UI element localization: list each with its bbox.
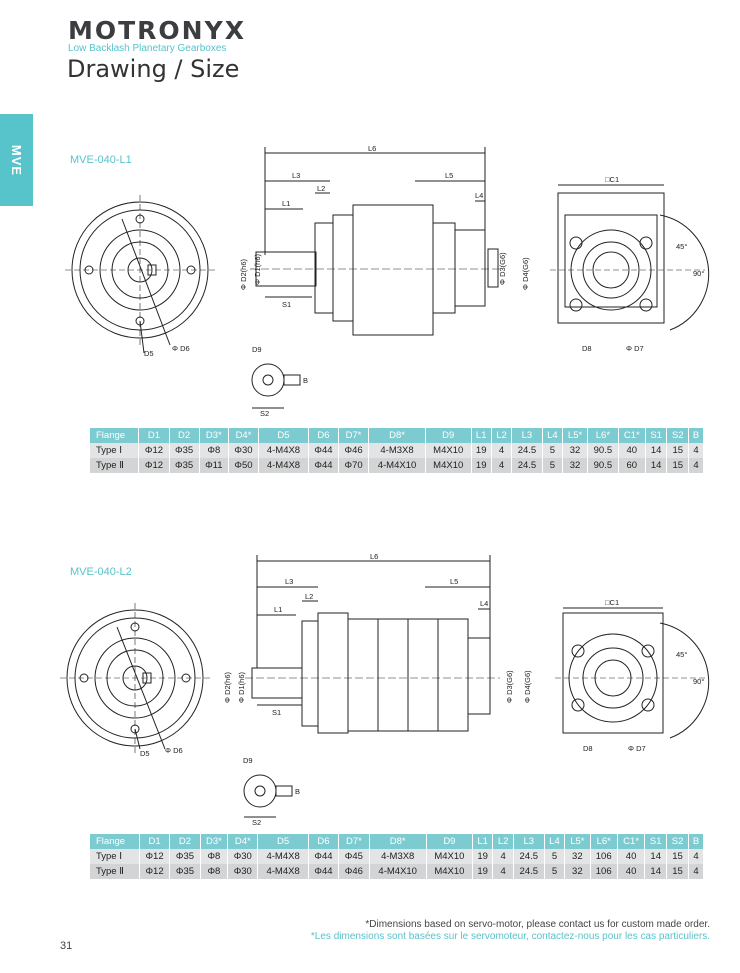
table-cell: 5 (544, 849, 564, 864)
table-cell: Φ12 (139, 458, 169, 473)
table-cell: 15 (667, 443, 689, 458)
col-header: D4* (228, 428, 258, 443)
table-cell: 90.5 (588, 443, 619, 458)
table-cell: 24.5 (513, 849, 544, 864)
table-cell: Φ30 (228, 864, 258, 879)
table-cell: 4 (491, 458, 511, 473)
dim-c1: □C1 (605, 175, 620, 184)
col-header: Flange (90, 834, 139, 849)
technical-drawing-2 (60, 553, 710, 828)
col-header: Flange (90, 428, 139, 443)
dim-d2: Φ D2(h6) (223, 672, 232, 703)
table-cell: 14 (645, 849, 667, 864)
dim-l5: L5 (450, 577, 459, 586)
dim-d3: Φ D3(G6) (505, 670, 514, 703)
table-cell: Φ44 (308, 458, 338, 473)
col-header: D8* (369, 428, 426, 443)
table-cell: 60 (618, 458, 645, 473)
table-row (90, 458, 704, 473)
spec-table-2 (90, 834, 704, 879)
col-header: L3 (512, 428, 543, 443)
angle-90: 90° (693, 269, 705, 278)
dim-d9: D9 (243, 756, 253, 765)
dim-d2: Φ D2(h6) (239, 259, 248, 290)
dim-l4: L4 (475, 191, 484, 200)
table-row (90, 849, 704, 864)
table-cell: 24.5 (513, 864, 544, 879)
col-header: B (689, 428, 704, 443)
dim-l4: L4 (480, 599, 489, 608)
table-cell: Φ44 (308, 864, 338, 879)
dim-s1: S1 (282, 300, 292, 309)
table-cell: Type Ⅱ (90, 864, 139, 879)
table-cell: Type Ⅱ (90, 458, 139, 473)
dim-l2: L2 (305, 592, 314, 601)
table-cell: 24.5 (512, 458, 543, 473)
table-cell: 4-M3X8 (369, 443, 426, 458)
dim-s2: S2 (252, 818, 262, 827)
table-cell: M4X10 (425, 443, 471, 458)
table-cell: 15 (667, 864, 689, 879)
table-cell: 32 (565, 864, 590, 879)
dim-s1: S1 (272, 708, 282, 717)
col-header: L3 (513, 834, 544, 849)
table-cell: 4-M4X8 (258, 849, 308, 864)
angle-90: 90° (693, 677, 705, 686)
col-header: D3* (200, 834, 227, 849)
table-cell: 14 (645, 864, 667, 879)
col-header: S2 (667, 834, 689, 849)
table-cell: 32 (563, 443, 588, 458)
col-header: D1 (139, 428, 169, 443)
table-cell: 4-M3X8 (369, 849, 426, 864)
table-cell: 32 (565, 849, 590, 864)
col-header: L5* (563, 428, 588, 443)
table-cell: Φ8 (200, 864, 227, 879)
table-cell: Φ44 (308, 849, 338, 864)
side-tab (0, 114, 33, 206)
col-header: L1 (471, 428, 491, 443)
col-header: B (688, 834, 703, 849)
col-header: L5* (565, 834, 590, 849)
col-header: S1 (645, 428, 667, 443)
table-cell: 4-M4X8 (258, 864, 308, 879)
col-header: D8* (369, 834, 426, 849)
table-row (90, 864, 704, 879)
dim-d7: Φ D7 (628, 744, 646, 753)
table-cell: 5 (542, 443, 562, 458)
dim-d8: D8 (583, 744, 593, 753)
table-cell: 15 (667, 458, 689, 473)
table-cell: Φ12 (139, 864, 169, 879)
page-title: Drawing / Size (67, 55, 240, 83)
footnote-fr: *Les dimensions sont basées sur le servomoteur, contactez-nous pour les cas particuliers. (310, 931, 710, 942)
dim-d4: Φ D4(G6) (521, 257, 530, 290)
table-cell: 4 (688, 864, 703, 879)
table-cell: Φ46 (339, 443, 369, 458)
dim-l2: L2 (317, 184, 326, 193)
model-label-1: MVE-040-L1 (70, 154, 132, 166)
table-cell: Φ35 (170, 864, 200, 879)
table-cell: 5 (544, 864, 564, 879)
dim-l6: L6 (368, 145, 377, 153)
col-header: S2 (667, 428, 689, 443)
table-cell: 24.5 (512, 443, 543, 458)
footnote-en: *Dimensions based on servo-motor, please contact us for custom made order. (365, 919, 710, 930)
col-header: L1 (472, 834, 492, 849)
table-cell: Φ45 (339, 849, 369, 864)
page-number: 31 (60, 940, 73, 952)
angle-45: 45° (676, 650, 688, 659)
table-cell: Φ46 (339, 864, 369, 879)
dim-d8: D8 (582, 344, 592, 353)
table-cell: 4 (491, 443, 511, 458)
table-header-row (90, 428, 704, 443)
table-cell: 4 (493, 864, 513, 879)
dim-d1: Φ D1(h6) (253, 254, 262, 285)
table-cell: Φ70 (339, 458, 369, 473)
col-header: D6 (308, 834, 338, 849)
dim-d7: Φ D7 (626, 344, 644, 353)
col-header: L2 (491, 428, 511, 443)
table-cell: 19 (472, 849, 492, 864)
table-cell: 19 (471, 458, 491, 473)
spec-table-1 (90, 428, 704, 473)
col-header: L4 (542, 428, 562, 443)
table-cell: 4 (689, 443, 704, 458)
table-cell: 4 (688, 849, 703, 864)
dim-b: B (295, 787, 301, 796)
table-cell: Φ11 (199, 458, 228, 473)
col-header: D6 (308, 428, 338, 443)
model-label-2: MVE-040-L2 (70, 566, 132, 578)
col-header: D9 (425, 428, 471, 443)
table-cell: 106 (590, 849, 617, 864)
col-header: L6* (590, 834, 617, 849)
dim-s2: S2 (260, 409, 270, 418)
table-cell: Φ30 (228, 443, 258, 458)
col-header: L2 (493, 834, 513, 849)
dim-l1: L1 (282, 199, 291, 208)
side-tab-label: MVE (8, 144, 24, 176)
col-header: D5 (259, 428, 309, 443)
table-cell: Φ44 (308, 443, 338, 458)
table-cell: Type Ⅰ (90, 849, 139, 864)
col-header: D1 (139, 834, 169, 849)
col-header: S1 (645, 834, 667, 849)
table-cell: 4-M4X8 (259, 458, 309, 473)
angle-45: 45° (676, 242, 688, 251)
technical-drawing-1 (60, 145, 710, 420)
table-cell: Φ12 (139, 849, 169, 864)
logo-text: MOTRONYX (68, 16, 246, 45)
dim-d9: D9 (252, 345, 262, 354)
col-header: D3* (199, 428, 228, 443)
brand-tagline: Low Backlash Planetary Gearboxes (68, 43, 227, 54)
dim-d5: D5 (144, 349, 154, 358)
dim-l6: L6 (370, 553, 379, 561)
table-cell: 4 (689, 458, 704, 473)
col-header: D5 (258, 834, 308, 849)
table-cell: Type Ⅰ (90, 443, 139, 458)
table-cell: 32 (563, 458, 588, 473)
table-cell: 40 (618, 443, 645, 458)
dim-b: B (303, 376, 309, 385)
col-header: C1* (618, 428, 645, 443)
col-header: D2 (169, 428, 199, 443)
col-header: D7* (339, 428, 369, 443)
table-cell: M4X10 (426, 864, 472, 879)
col-header: L6* (588, 428, 619, 443)
dim-l5: L5 (445, 171, 454, 180)
table-cell: 15 (667, 849, 689, 864)
table-cell: 19 (471, 443, 491, 458)
table-cell: M4X10 (425, 458, 471, 473)
dim-d6: Φ D6 (165, 746, 183, 755)
dim-c1: □C1 (605, 598, 620, 607)
table-cell: 14 (645, 458, 667, 473)
table-cell: Φ50 (228, 458, 258, 473)
table-row (90, 443, 704, 458)
table-cell: Φ12 (139, 443, 169, 458)
table-cell: 5 (542, 458, 562, 473)
table-cell: Φ30 (228, 849, 258, 864)
table-cell: 90.5 (588, 458, 619, 473)
dim-d3: Φ D3(G6) (498, 252, 507, 285)
table-cell: 4-M4X10 (369, 864, 426, 879)
dim-l1: L1 (274, 605, 283, 614)
col-header: D9 (426, 834, 472, 849)
table-cell: Φ35 (170, 849, 200, 864)
dim-d4: Φ D4(G6) (523, 670, 532, 703)
table-header-row (90, 834, 704, 849)
dim-d6: Φ D6 (172, 344, 190, 353)
table-cell: 19 (472, 864, 492, 879)
table-cell: 106 (590, 864, 617, 879)
table-cell: 4-M4X8 (259, 443, 309, 458)
dim-d5: D5 (140, 749, 150, 758)
table-cell: 4 (493, 849, 513, 864)
dim-l3: L3 (285, 577, 294, 586)
table-cell: 14 (645, 443, 667, 458)
dim-l3: L3 (292, 171, 301, 180)
brand-logo (68, 16, 246, 45)
col-header: D2 (170, 834, 200, 849)
table-cell: 40 (617, 849, 644, 864)
col-header: C1* (617, 834, 644, 849)
table-cell: 40 (617, 864, 644, 879)
table-cell: M4X10 (426, 849, 472, 864)
table-cell: 4-M4X10 (369, 458, 426, 473)
table-cell: Φ35 (169, 458, 199, 473)
table-cell: Φ8 (200, 849, 227, 864)
col-header: L4 (544, 834, 564, 849)
table-cell: Φ35 (169, 443, 199, 458)
dim-d1: Φ D1(h6) (237, 672, 246, 703)
col-header: D7* (339, 834, 369, 849)
table-cell: Φ8 (199, 443, 228, 458)
col-header: D4* (228, 834, 258, 849)
